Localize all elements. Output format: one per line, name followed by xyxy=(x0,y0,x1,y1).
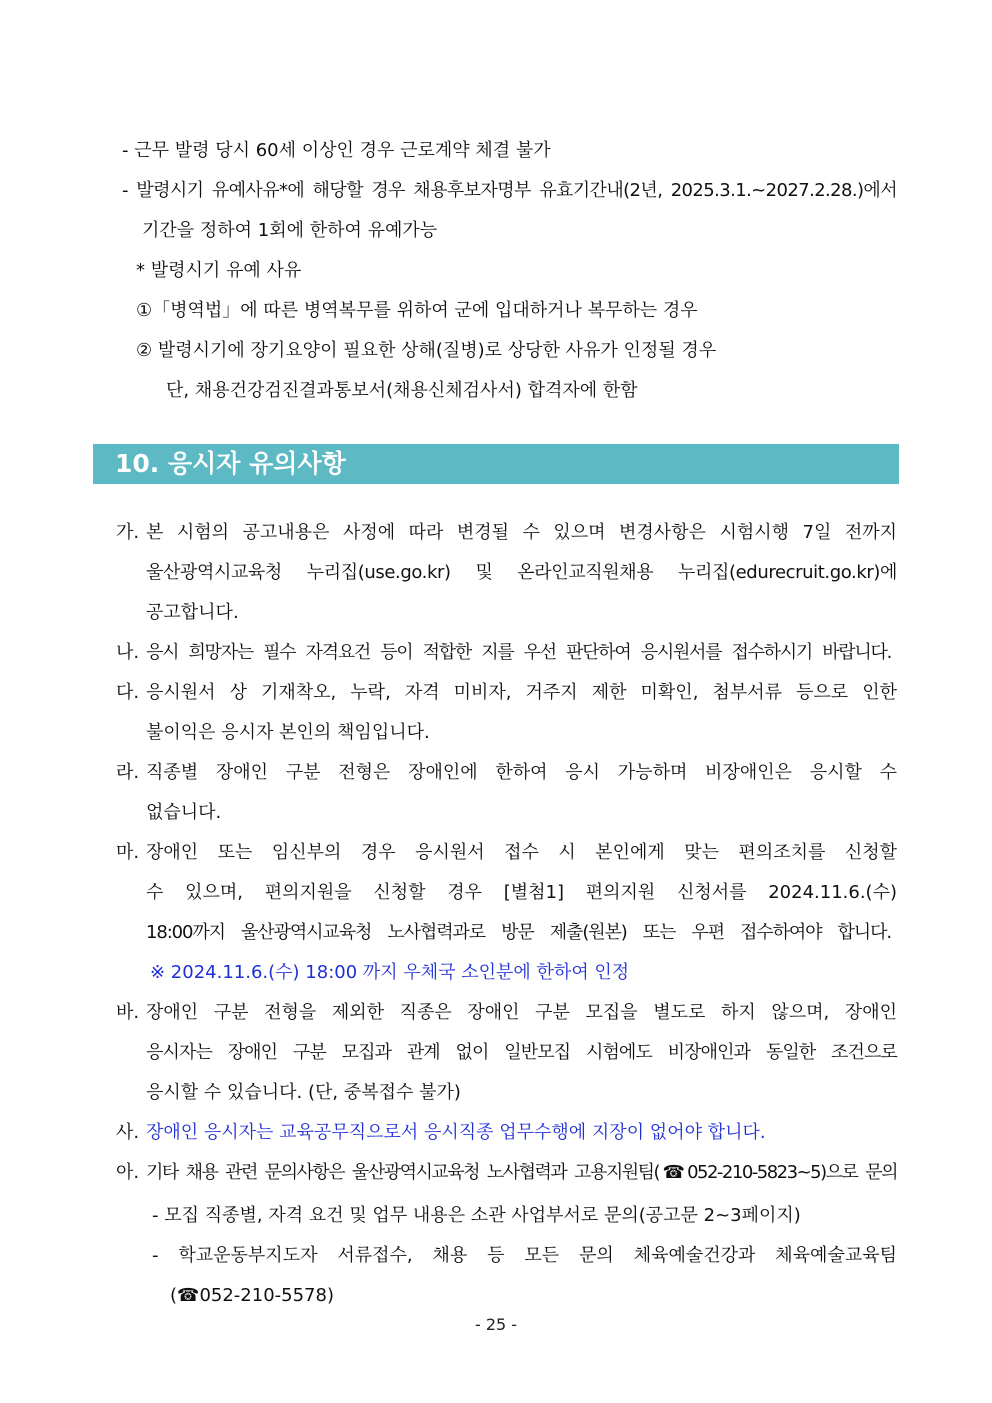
deferral-reason-2: ② 발령시기에 장기요양이 필요한 상해(질병)로 상당한 사유가 인정될 경우 xyxy=(136,340,717,361)
deferral-reason-heading: * 발령시기 유예 사유 xyxy=(136,260,302,281)
section-header-bar xyxy=(93,444,899,484)
item-sa-line-1: 장애인 응시자는 교육공무직으로서 응시직종 업무수행에 지장이 없어야 합니다. xyxy=(146,1122,766,1143)
item-ma-line-2: 수 있으며, 편의지원을 신청할 경우 [별첨1] 편의지원 신청서를 2024.11.6.(수) xyxy=(146,882,897,903)
item-ga-line-1: 본 시험의 공고내용은 사정에 따라 변경될 수 있으며 변경사항은 시험시행 7일 전까지 xyxy=(146,522,897,543)
item-marker-sa: 사. xyxy=(116,1122,140,1143)
item-ba-line-2: 응시자는 장애인 구분 모집과 관계 없이 일반모집 시험에도 비장애인과 동일한 조건으로 xyxy=(146,1042,897,1063)
item-a-sub-2-phone: (☎052-210-5578) xyxy=(170,1285,334,1306)
top-item-deferral-cont: 기간을 정하여 1회에 한하여 유예가능 xyxy=(142,220,438,241)
section-title: 10. 응시자 유의사항 xyxy=(115,449,346,478)
deferral-reason-1: ①「병역법」에 따른 병역복무를 위하여 군에 입대하거나 복무하는 경우 xyxy=(136,300,698,321)
item-ra-line-2: 없습니다. xyxy=(146,802,222,823)
item-marker-ga: 가. xyxy=(116,522,140,543)
item-ra-line-1: 직종별 장애인 구분 전형은 장애인에 한하여 응시 가능하며 비장애인은 응시할 수 xyxy=(146,762,897,783)
item-a-sub-1: - 모집 직종별, 자격 요건 및 업무 내용은 소관 사업부서로 문의(공고문 2~3페이지) xyxy=(152,1205,801,1226)
item-ma-note: ※ 2024.11.6.(수) 18:00 까지 우체국 소인분에 한하여 인정 xyxy=(150,962,630,983)
deferral-reason-2-cont: 단, 채용건강검진결과통보서(채용신체검사서) 합격자에 한함 xyxy=(166,380,638,401)
item-ba-line-1: 장애인 구분 전형을 제외한 직종은 장애인 구분 모집을 별도로 하지 않으며, 장애인 xyxy=(146,1002,897,1023)
item-ga-line-2: 울산광역시교육청 누리집(use.go.kr) 및 온라인교직원채용 누리집(edurecruit.go.kr)에 xyxy=(146,562,897,583)
item-da-line-2: 불이익은 응시자 본인의 책임입니다. xyxy=(146,722,430,743)
item-ga-line-3: 공고합니다. xyxy=(146,602,239,623)
item-marker-a: 아. xyxy=(116,1162,140,1183)
page-number: - 25 - xyxy=(474,1315,518,1334)
item-marker-da: 다. xyxy=(116,682,140,703)
item-ma-line-3: 18:00까지 울산광역시교육청 노사협력과로 방문 제출(원본) 또는 우편 접수하여야 합니다. xyxy=(146,922,891,943)
item-ma-line-1: 장애인 또는 임신부의 경우 응시원서 접수 시 본인에게 맞는 편의조치를 신청할 xyxy=(146,842,897,863)
item-marker-ba: 바. xyxy=(116,1002,140,1023)
item-da-line-1: 응시원서 상 기재착오, 누락, 자격 미비자, 거주지 제한 미확인, 첨부서류 등으로 인한 xyxy=(146,682,897,703)
item-marker-na: 나. xyxy=(116,642,140,663)
item-ba-line-3: 응시할 수 있습니다. (단, 중복접수 불가) xyxy=(146,1082,461,1103)
item-marker-ra: 라. xyxy=(116,762,140,783)
item-a-line-1: 기타 채용 관련 문의사항은 울산광역시교육청 노사협력과 고용지원팀(☎052-210-5823~5)으로 문의 xyxy=(146,1162,897,1183)
item-a-sub-2: - 학교운동부지도자 서류접수, 채용 등 모든 문의 체육예술건강과 체육예술교육팀 xyxy=(152,1245,897,1266)
item-marker-ma: 마. xyxy=(116,842,140,863)
item-na-line-1: 응시 희망자는 필수 자격요건 등이 적합한 지를 우선 판단하여 응시원서를 접수하시기 바랍니다. xyxy=(146,642,891,663)
top-item-age-limit: - 근무 발령 당시 60세 이상인 경우 근로계약 체결 불가 xyxy=(122,140,551,161)
top-item-deferral: - 발령시기 유예사유*에 해당할 경우 채용후보자명부 유효기간내(2년, 2025.3.1.~2027.2.28.)에서 xyxy=(122,180,897,201)
